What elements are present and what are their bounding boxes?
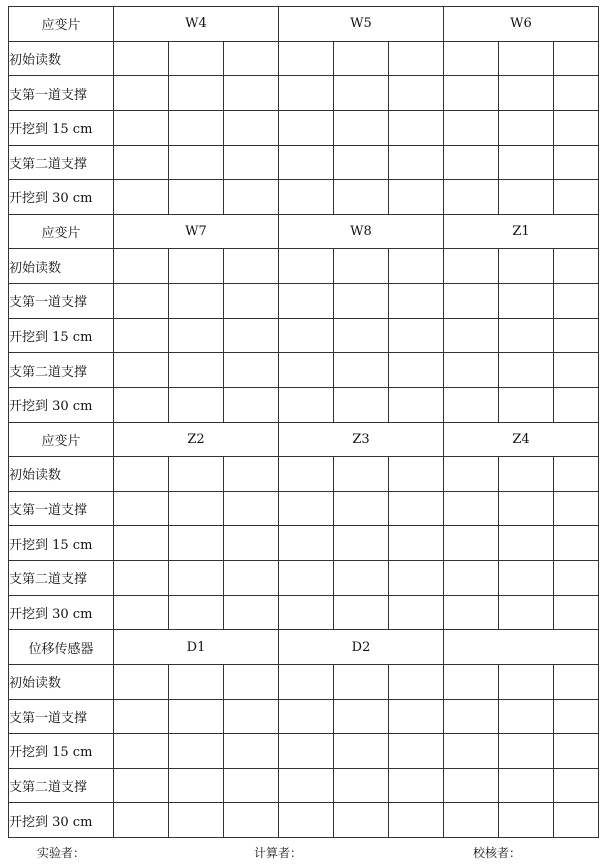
reading-cell[interactable] [444, 595, 499, 630]
reading-cell[interactable] [224, 595, 279, 630]
reading-cell[interactable] [169, 491, 224, 526]
reading-cell[interactable] [389, 318, 444, 353]
reading-cell[interactable] [389, 595, 444, 630]
group-header: D2 [279, 630, 444, 665]
reading-cell[interactable] [334, 145, 389, 180]
reading-cell[interactable] [114, 734, 169, 769]
reading-cell[interactable] [224, 110, 279, 145]
reading-cell[interactable] [389, 110, 444, 145]
reading-cell[interactable] [499, 457, 554, 492]
reading-cell[interactable] [389, 803, 444, 838]
row-label: 初始读数 [9, 41, 114, 76]
reading-cell[interactable] [224, 249, 279, 284]
reading-cell[interactable] [279, 110, 334, 145]
reading-cell[interactable] [499, 110, 554, 145]
reading-cell[interactable] [114, 41, 169, 76]
reading-cell[interactable] [224, 318, 279, 353]
row-label: 支第二道支撑 [9, 145, 114, 180]
table-row [9, 699, 599, 734]
reading-cell[interactable] [114, 803, 169, 838]
reading-cell[interactable] [334, 284, 389, 319]
table-row [9, 595, 599, 630]
reading-cell[interactable] [224, 491, 279, 526]
reading-cell[interactable] [334, 561, 389, 596]
table-row [9, 318, 599, 353]
reading-cell[interactable] [279, 249, 334, 284]
reading-cell[interactable] [169, 145, 224, 180]
reading-cell[interactable] [114, 145, 169, 180]
block-label: 应变片 [9, 422, 114, 457]
row-label: 开挖到 30 cm [9, 803, 114, 838]
reading-cell[interactable] [554, 803, 599, 838]
reading-cell[interactable] [499, 387, 554, 422]
reading-cell[interactable] [224, 145, 279, 180]
reading-cell[interactable] [114, 353, 169, 388]
reading-cell[interactable] [334, 41, 389, 76]
reading-cell[interactable] [114, 526, 169, 561]
reading-cell[interactable] [224, 387, 279, 422]
row-label: 开挖到 15 cm [9, 318, 114, 353]
reading-cell[interactable] [444, 491, 499, 526]
row-label: 开挖到 30 cm [9, 387, 114, 422]
group-header: W8 [279, 214, 444, 249]
reading-cell[interactable] [279, 768, 334, 803]
reading-cell[interactable] [279, 491, 334, 526]
reading-cell[interactable] [389, 76, 444, 111]
reading-cell[interactable] [114, 110, 169, 145]
reading-cell[interactable] [499, 699, 554, 734]
reading-cell[interactable] [554, 734, 599, 769]
row-label: 支第二道支撑 [9, 561, 114, 596]
block-label: 应变片 [9, 7, 114, 42]
reading-cell[interactable] [444, 803, 499, 838]
reading-cell[interactable] [554, 76, 599, 111]
reading-cell[interactable] [169, 664, 224, 699]
reading-cell[interactable] [114, 595, 169, 630]
reading-cell[interactable] [279, 76, 334, 111]
table-row [9, 768, 599, 803]
reading-cell[interactable] [389, 699, 444, 734]
reading-cell[interactable] [554, 664, 599, 699]
reading-cell[interactable] [444, 353, 499, 388]
table-row [9, 76, 599, 111]
reading-cell[interactable] [114, 318, 169, 353]
reading-cell[interactable] [334, 110, 389, 145]
reading-cell[interactable] [499, 145, 554, 180]
reading-cell[interactable] [389, 457, 444, 492]
table-row [9, 734, 599, 769]
reading-cell[interactable] [334, 699, 389, 734]
reading-cell[interactable] [389, 41, 444, 76]
reading-cell[interactable] [554, 284, 599, 319]
reading-cell[interactable] [224, 561, 279, 596]
table-row [9, 353, 599, 388]
table-row [9, 110, 599, 145]
reading-cell[interactable] [114, 76, 169, 111]
group-header: Z2 [114, 422, 279, 457]
reading-cell[interactable] [169, 457, 224, 492]
reading-cell[interactable] [279, 284, 334, 319]
reading-cell[interactable] [169, 353, 224, 388]
row-label: 开挖到 15 cm [9, 110, 114, 145]
reading-cell[interactable] [169, 76, 224, 111]
reading-cell[interactable] [114, 284, 169, 319]
reading-cell[interactable] [169, 249, 224, 284]
reading-cell[interactable] [169, 284, 224, 319]
reading-cell[interactable] [334, 526, 389, 561]
reading-cell[interactable] [554, 699, 599, 734]
reading-cell[interactable] [554, 491, 599, 526]
reading-cell[interactable] [279, 457, 334, 492]
reading-cell[interactable] [224, 76, 279, 111]
row-label: 支第一道支撑 [9, 284, 114, 319]
data-table [8, 6, 599, 838]
reading-cell[interactable] [169, 110, 224, 145]
table-row [9, 491, 599, 526]
table-row [9, 145, 599, 180]
reading-cell[interactable] [444, 768, 499, 803]
reading-cell[interactable] [169, 768, 224, 803]
table-row [9, 561, 599, 596]
reading-cell[interactable] [279, 595, 334, 630]
reading-cell[interactable] [499, 561, 554, 596]
group-header: D1 [114, 630, 279, 665]
reading-cell[interactable] [499, 664, 554, 699]
reading-cell[interactable] [114, 457, 169, 492]
reading-cell[interactable] [279, 561, 334, 596]
reading-cell[interactable] [224, 41, 279, 76]
reading-cell[interactable] [114, 664, 169, 699]
reading-cell[interactable] [554, 110, 599, 145]
block-label: 位移传感器 [9, 630, 114, 665]
reading-cell[interactable] [224, 768, 279, 803]
reading-cell[interactable] [334, 353, 389, 388]
reading-cell[interactable] [169, 595, 224, 630]
reading-cell[interactable] [444, 76, 499, 111]
reading-cell[interactable] [169, 387, 224, 422]
group-header [444, 630, 599, 665]
table-row [9, 664, 599, 699]
group-header: Z1 [444, 214, 599, 249]
reading-cell[interactable] [114, 180, 169, 215]
reading-cell[interactable] [279, 145, 334, 180]
reading-cell[interactable] [224, 734, 279, 769]
row-label: 开挖到 15 cm [9, 526, 114, 561]
row-label: 初始读数 [9, 457, 114, 492]
group-header: W5 [279, 7, 444, 42]
reading-cell[interactable] [499, 249, 554, 284]
reading-cell[interactable] [554, 353, 599, 388]
reading-cell[interactable] [389, 180, 444, 215]
reading-cell[interactable] [334, 664, 389, 699]
table-row [9, 526, 599, 561]
reading-cell[interactable] [279, 387, 334, 422]
block-header-row [9, 214, 599, 249]
reading-cell[interactable] [554, 526, 599, 561]
reading-cell[interactable] [114, 699, 169, 734]
table-row [9, 249, 599, 284]
reading-cell[interactable] [499, 318, 554, 353]
reading-cell[interactable] [114, 768, 169, 803]
table-row [9, 41, 599, 76]
reading-cell[interactable] [334, 457, 389, 492]
reading-cell[interactable] [224, 457, 279, 492]
reading-cell[interactable] [279, 699, 334, 734]
reading-cell[interactable] [389, 526, 444, 561]
row-label: 支第二道支撑 [9, 353, 114, 388]
reading-cell[interactable] [224, 803, 279, 838]
signature-footer [0, 842, 608, 864]
reading-cell[interactable] [554, 145, 599, 180]
reading-cell[interactable] [169, 803, 224, 838]
reading-cell[interactable] [169, 561, 224, 596]
reading-cell[interactable] [279, 318, 334, 353]
reading-cell[interactable] [169, 180, 224, 215]
reading-cell[interactable] [554, 595, 599, 630]
group-header: W4 [114, 7, 279, 42]
reading-cell[interactable] [499, 803, 554, 838]
reading-cell[interactable] [334, 491, 389, 526]
reading-cell[interactable] [499, 353, 554, 388]
reading-cell[interactable] [554, 457, 599, 492]
block-label: 应变片 [9, 214, 114, 249]
reading-cell[interactable] [554, 41, 599, 76]
reading-cell[interactable] [169, 699, 224, 734]
reading-cell[interactable] [224, 664, 279, 699]
reading-cell[interactable] [389, 734, 444, 769]
reading-cell[interactable] [499, 284, 554, 319]
calculator-label: 计算者： [254, 846, 303, 860]
reading-cell[interactable] [224, 699, 279, 734]
reading-cell[interactable] [444, 699, 499, 734]
reading-cell[interactable] [279, 803, 334, 838]
table-row [9, 387, 599, 422]
reading-cell[interactable] [499, 734, 554, 769]
table-row [9, 180, 599, 215]
reading-cell[interactable] [444, 664, 499, 699]
reading-cell[interactable] [114, 491, 169, 526]
table-row [9, 457, 599, 492]
row-label: 初始读数 [9, 249, 114, 284]
reading-cell[interactable] [499, 768, 554, 803]
reading-cell[interactable] [169, 41, 224, 76]
reading-cell[interactable] [279, 180, 334, 215]
table-row [9, 803, 599, 838]
reading-cell[interactable] [114, 561, 169, 596]
reading-cell[interactable] [554, 387, 599, 422]
reading-cell[interactable] [444, 387, 499, 422]
reading-cell[interactable] [389, 249, 444, 284]
reading-cell[interactable] [389, 284, 444, 319]
group-header: Z3 [279, 422, 444, 457]
reading-cell[interactable] [444, 318, 499, 353]
reading-cell[interactable] [444, 457, 499, 492]
row-label: 开挖到 30 cm [9, 595, 114, 630]
reading-cell[interactable] [554, 768, 599, 803]
reading-cell[interactable] [389, 145, 444, 180]
experimenter-label: 实验者： [37, 846, 86, 860]
reading-cell[interactable] [444, 734, 499, 769]
reading-cell[interactable] [389, 561, 444, 596]
reading-cell[interactable] [444, 110, 499, 145]
reading-cell[interactable] [389, 768, 444, 803]
reading-cell[interactable] [279, 41, 334, 76]
row-label: 支第二道支撑 [9, 768, 114, 803]
checker-label: 校核者： [473, 846, 522, 860]
reading-cell[interactable] [389, 387, 444, 422]
reading-cell[interactable] [279, 526, 334, 561]
reading-cell[interactable] [444, 145, 499, 180]
group-header: W6 [444, 7, 599, 42]
reading-cell[interactable] [444, 180, 499, 215]
row-label: 支第一道支撑 [9, 76, 114, 111]
reading-cell[interactable] [554, 180, 599, 215]
reading-cell[interactable] [114, 387, 169, 422]
reading-cell[interactable] [334, 734, 389, 769]
reading-cell[interactable] [389, 353, 444, 388]
group-header: Z4 [444, 422, 599, 457]
reading-cell[interactable] [279, 353, 334, 388]
row-label: 初始读数 [9, 664, 114, 699]
reading-cell[interactable] [334, 76, 389, 111]
group-header: W7 [114, 214, 279, 249]
reading-cell[interactable] [169, 318, 224, 353]
reading-cell[interactable] [114, 249, 169, 284]
reading-cell[interactable] [334, 180, 389, 215]
reading-cell[interactable] [554, 318, 599, 353]
reading-cell[interactable] [169, 526, 224, 561]
reading-cell[interactable] [444, 526, 499, 561]
reading-cell[interactable] [224, 284, 279, 319]
row-label: 支第一道支撑 [9, 699, 114, 734]
reading-cell[interactable] [334, 768, 389, 803]
reading-cell[interactable] [444, 41, 499, 76]
reading-cell[interactable] [224, 180, 279, 215]
reading-cell[interactable] [499, 491, 554, 526]
table-row [9, 284, 599, 319]
reading-cell[interactable] [334, 803, 389, 838]
block-header-row [9, 422, 599, 457]
reading-cell[interactable] [554, 249, 599, 284]
reading-cell[interactable] [499, 76, 554, 111]
row-label: 开挖到 30 cm [9, 180, 114, 215]
block-header-row [9, 630, 599, 665]
reading-cell[interactable] [334, 595, 389, 630]
reading-cell[interactable] [554, 561, 599, 596]
reading-cell[interactable] [444, 284, 499, 319]
reading-cell[interactable] [444, 249, 499, 284]
reading-cell[interactable] [444, 561, 499, 596]
reading-cell[interactable] [499, 526, 554, 561]
reading-cell[interactable] [279, 734, 334, 769]
reading-cell[interactable] [499, 180, 554, 215]
reading-cell[interactable] [499, 41, 554, 76]
row-label: 支第一道支撑 [9, 491, 114, 526]
reading-cell[interactable] [389, 664, 444, 699]
reading-cell[interactable] [334, 318, 389, 353]
reading-cell[interactable] [334, 249, 389, 284]
reading-cell[interactable] [224, 353, 279, 388]
reading-cell[interactable] [334, 387, 389, 422]
reading-cell[interactable] [279, 664, 334, 699]
reading-cell[interactable] [389, 491, 444, 526]
reading-cell[interactable] [499, 595, 554, 630]
block-header-row [9, 7, 599, 42]
row-label: 开挖到 15 cm [9, 734, 114, 769]
reading-cell[interactable] [224, 526, 279, 561]
reading-cell[interactable] [169, 734, 224, 769]
